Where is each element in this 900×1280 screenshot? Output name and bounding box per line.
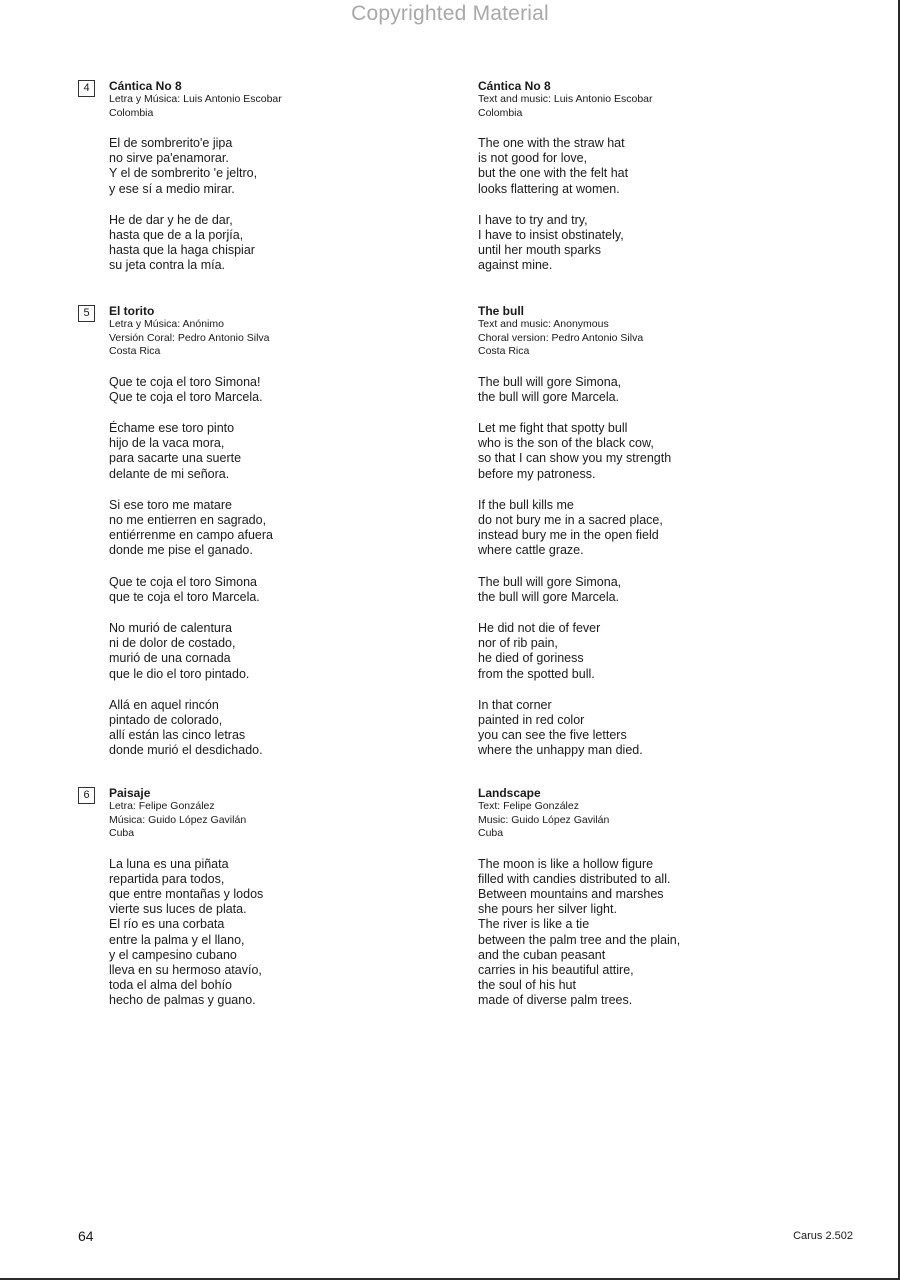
catalog-number: Carus 2.502 — [793, 1230, 853, 1242]
verse-line: Que te coja el toro Simona — [109, 574, 257, 589]
verse-line: No murió de calentura — [109, 620, 232, 635]
stanza — [478, 698, 848, 759]
verse-line: is not good for love, — [478, 151, 588, 166]
watermark: Copyrighted Material — [351, 2, 549, 25]
verse-line: hecho de palmas y guano. — [109, 993, 256, 1008]
verse-line: you can see the five letters — [478, 728, 627, 743]
verse-line: entiérrenme en campo afuera — [109, 528, 273, 543]
verse-line: I have to insist obstinately, — [478, 228, 624, 243]
verse-line: La luna es una piñata — [109, 856, 229, 871]
verse-line: El río es una corbata — [109, 917, 225, 932]
verse-line: against mine. — [478, 258, 553, 273]
verse-line: but the one with the felt hat — [478, 166, 629, 181]
verse-line: su jeta contra la mía. — [109, 258, 226, 273]
song-number-box: 6 — [78, 787, 95, 804]
verse-line: lleva en su hermoso atavío, — [109, 962, 262, 977]
verse-line: He de dar y he de dar, — [109, 212, 233, 227]
verse-line: The bull will gore Simona, — [478, 574, 622, 589]
verse-line: toda el alma del bohío — [109, 978, 233, 993]
stanza — [478, 621, 848, 682]
verse-line: Si ese toro me matare — [109, 497, 232, 512]
song-title: Paisaje — [109, 786, 151, 800]
stanza — [478, 498, 848, 559]
verse-line: instead bury me in the open field — [478, 528, 659, 543]
song-title: El torito — [109, 304, 155, 318]
stanza — [478, 575, 848, 605]
stanza — [478, 375, 848, 405]
stanza — [109, 575, 479, 605]
song-title: Cántica No 8 — [478, 79, 551, 93]
verse-line: The one with the straw hat — [478, 136, 625, 150]
verse-line: Que te coja el toro Simona! — [109, 374, 261, 389]
credit-line: Colombia — [109, 106, 154, 119]
verse-line: Let me fight that spotty bull — [478, 420, 628, 435]
credit-line: Choral version: Pedro Antonio Silva — [478, 331, 644, 344]
verse-line: hasta que de a la porjía, — [109, 228, 244, 243]
credit-line: Colombia — [478, 106, 523, 119]
verse-line: El de sombrerito'e jipa — [109, 136, 233, 150]
credit-line: Cuba — [109, 827, 135, 839]
verse-line: repartida para todos, — [109, 871, 225, 886]
verse-line: delante de mi señora. — [109, 466, 230, 481]
verse-line: where cattle graze. — [478, 543, 584, 558]
credit-line: Versión Coral: Pedro Antonio Silva — [109, 331, 270, 344]
stanza — [109, 213, 479, 274]
credit-line: Costa Rica — [478, 345, 530, 357]
verse-line: que le dio el toro pintado. — [109, 666, 250, 681]
credit-line: Letra y Música: Luis Antonio Escobar — [109, 93, 282, 105]
verse-line: vierte sus luces de plata. — [109, 902, 247, 917]
verse-line: where the unhappy man died. — [478, 743, 643, 758]
verse-line: the soul of his hut — [478, 978, 576, 993]
verse-line: allí están las cinco letras — [109, 728, 246, 743]
verse-line: hasta que la haga chispiar — [109, 243, 255, 258]
verse-line: In that corner — [478, 697, 552, 712]
verse-line: que entre montañas y lodos — [109, 886, 264, 901]
english-column — [478, 79, 848, 274]
verse-line: nor of rib pain, — [478, 636, 558, 651]
verse-line: Between mountains and marshes — [478, 886, 664, 901]
verse-line: no me entierren en sagrado, — [109, 512, 267, 527]
verse-line: do not bury me in a sacred place, — [478, 512, 663, 527]
verse-line: before my patroness. — [478, 466, 596, 481]
credit-line: Letra: Felipe González — [109, 800, 215, 812]
verse-line: murió de una cornada — [109, 651, 231, 666]
credit-line: Text and music: Luis Antonio Escobar — [478, 93, 653, 105]
stanza — [109, 375, 479, 405]
verse-line: hijo de la vaca mora, — [109, 436, 225, 451]
verse-line: looks flattering at women. — [478, 181, 620, 196]
credit-line: Music: Guido López Gavilán — [478, 813, 610, 826]
stanza — [478, 421, 848, 482]
stanza — [109, 136, 479, 197]
credit-line: Costa Rica — [109, 345, 161, 357]
stanza — [478, 136, 848, 197]
english-column — [478, 304, 848, 759]
verse-line: para sacarte una suerte — [109, 451, 242, 466]
verse-line: donde murió el desdichado. — [109, 743, 263, 758]
spanish-column — [109, 304, 479, 759]
verse-line: pintado de colorado, — [109, 712, 223, 727]
song-number-box: 5 — [78, 305, 95, 322]
credit-line: Cuba — [478, 827, 504, 839]
verse-line: filled with candies distributed to all. — [478, 871, 671, 886]
stanza — [109, 621, 479, 682]
song-title: Landscape — [478, 786, 541, 800]
verse-line: y el campesino cubano — [109, 947, 237, 962]
verse-line: Que te coja el toro Marcela. — [109, 389, 263, 404]
spanish-column — [109, 79, 479, 274]
verse-line: so that I can show you my strength — [478, 451, 672, 466]
verse-line: the bull will gore Marcela. — [478, 389, 620, 404]
credit-line: Text and music: Anonymous — [478, 318, 609, 330]
english-column — [478, 786, 848, 1009]
verse-line: The river is like a tie — [478, 917, 590, 932]
verse-line: the bull will gore Marcela. — [478, 589, 620, 604]
verse-line: made of diverse palm trees. — [478, 993, 633, 1008]
verse-line: entre la palma y el llano, — [109, 932, 245, 947]
song-number-box: 4 — [78, 80, 95, 97]
verse-line: who is the son of the black cow, — [478, 436, 654, 451]
verse-line: she pours her silver light. — [478, 902, 617, 917]
verse-line: y ese sí a medio mirar. — [109, 181, 235, 196]
verse-line: and the cuban peasant — [478, 947, 606, 962]
stanza — [109, 698, 479, 759]
stanza — [478, 213, 848, 274]
credit-line: Letra y Música: Anónimo — [109, 318, 224, 330]
stanza — [109, 498, 479, 559]
verse-line: Allá en aquel rincón — [109, 697, 219, 712]
stanza — [478, 857, 848, 1009]
verse-line: carries in his beautiful attire, — [478, 962, 634, 977]
credit-line: Text: Felipe González — [478, 800, 579, 812]
verse-line: The moon is like a hollow figure — [478, 856, 654, 871]
verse-line: The bull will gore Simona, — [478, 374, 622, 389]
verse-line: Échame ese toro pinto — [109, 420, 235, 435]
verse-line: donde me pise el ganado. — [109, 543, 253, 558]
verse-line: I have to try and try, — [478, 212, 588, 227]
stanza — [109, 857, 479, 1009]
song-title: The bull — [478, 304, 524, 318]
song-title: Cántica No 8 — [109, 79, 182, 93]
spanish-column — [109, 786, 479, 1009]
verse-line: If the bull kills me — [478, 497, 574, 512]
verse-line: between the palm tree and the plain, — [478, 932, 681, 947]
verse-line: painted in red color — [478, 712, 585, 727]
verse-line: until her mouth sparks — [478, 243, 601, 258]
verse-line: que te coja el toro Marcela. — [109, 589, 260, 604]
credit-line: Música: Guido López Gavilán — [109, 813, 247, 826]
verse-line: he died of goriness — [478, 651, 584, 666]
verse-line: no sirve pa'enamorar. — [109, 151, 229, 166]
page-number: 64 — [78, 1228, 94, 1244]
verse-line: from the spotted bull. — [478, 666, 595, 681]
stanza — [109, 421, 479, 482]
verse-line: Y el de sombrerito 'e jeltro, — [109, 166, 258, 181]
verse-line: ni de dolor de costado, — [109, 636, 236, 651]
verse-line: He did not die of fever — [478, 620, 601, 635]
